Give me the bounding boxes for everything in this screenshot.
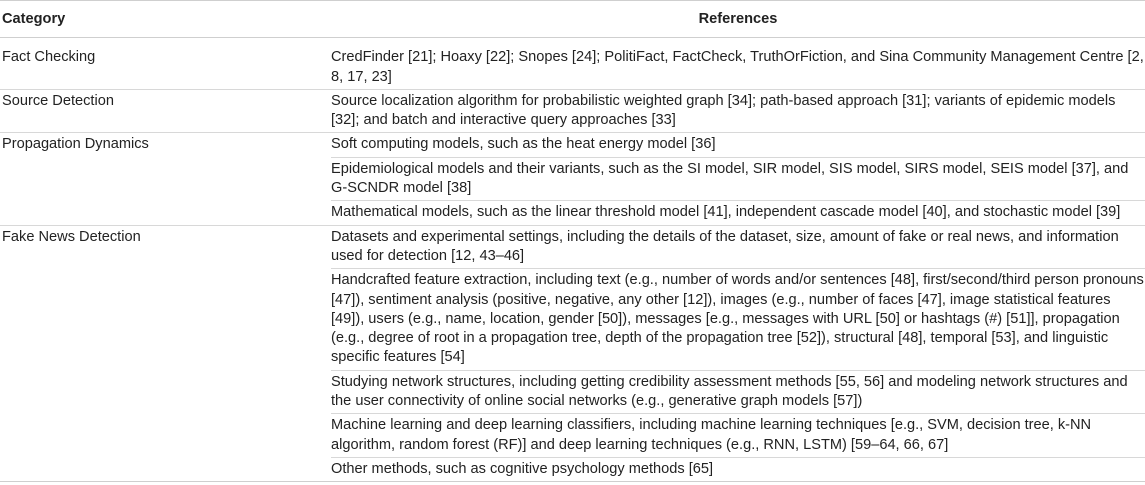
references-cell <box>331 225 1145 482</box>
category-cell: Fact Checking <box>0 38 331 90</box>
reference-line: Machine learning and deep learning classifiers, including machine learning techniques [e.g., SVM, decision tree, k-NN algorithm, random forest (RF)] and deep learning techniques (e.g., RNN, LSTM) [59–64, 66, 67] <box>331 413 1145 457</box>
column-header-category: Category <box>0 1 331 38</box>
references-cell <box>331 133 1145 225</box>
table-row <box>0 89 1145 133</box>
references-cell <box>331 38 1145 90</box>
reference-line: Datasets and experimental settings, including the details of the dataset, size, amount of fake or real news, and information used for detection [12, 43–46] <box>331 228 1119 264</box>
reference-line: Epidemiological models and their variants, such as the SI model, SIR model, SIS model, SIRS model, SEIS model [37], and G-SCNDR model [38] <box>331 157 1145 201</box>
reference-line: Handcrafted feature extraction, including text (e.g., number of words and/or sentences [48], first/second/third person pronouns [47]), sentiment analysis (positive, negative, any other [12]), images (e.g., number of faces [47], image statistical features [49]), users (e.g., name, location, gender [50]), messages [e.g., messages with URL [50] or hashtags (#) [51]], propagation (e.g., degree of root in a propagation tree, depth of the propagation tree [52]), structural [48], temporal [53], and linguistic specific features [54] <box>331 268 1145 369</box>
header-row <box>0 1 1145 38</box>
references-cell <box>331 89 1145 133</box>
category-cell: Fake News Detection <box>0 225 331 482</box>
category-cell: Source Detection <box>0 89 331 133</box>
table-row <box>0 38 1145 90</box>
table-row <box>0 225 1145 482</box>
reference-line: Mathematical models, such as the linear threshold model [41], independent cascade model [40], and stochastic model [39] <box>331 200 1145 224</box>
reference-line: CredFinder [21]; Hoaxy [22]; Snopes [24]; PolitiFact, FactCheck, TruthOrFiction, and Sina Community Management Centre [2, 8, 17, 23] <box>331 49 1144 85</box>
column-header-references: References <box>331 1 1145 38</box>
table-row <box>0 133 1145 225</box>
category-cell: Propagation Dynamics <box>0 133 331 225</box>
reference-line: Other methods, such as cognitive psychology methods [65] <box>331 457 1145 481</box>
reference-line: Studying network structures, including getting credibility assessment methods [55, 56] and modeling network structures and the user connectivity of online social networks (e.g., generative graph models [57]) <box>331 370 1145 414</box>
reference-line: Source localization algorithm for probabilistic weighted graph [34]; path-based approach [31]; variants of epidemic models [32]; and batch and interactive query approaches [33] <box>331 92 1116 129</box>
reference-line: Soft computing models, such as the heat energy model [36] <box>331 136 716 153</box>
